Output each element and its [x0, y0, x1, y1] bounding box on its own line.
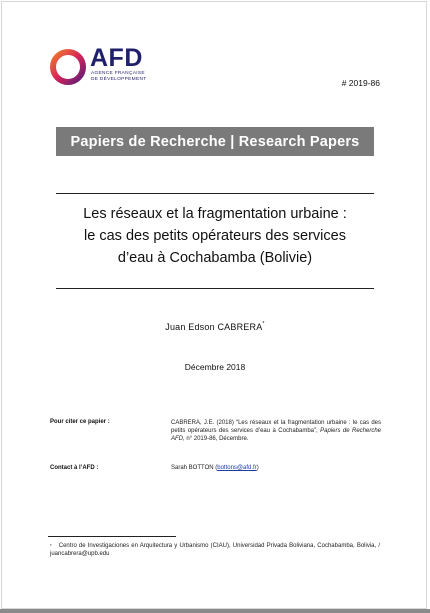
title-rule-top [56, 193, 374, 194]
title-line-3: d’eau à Cochabamba (Bolivie) [117, 250, 313, 266]
logo-subtitle [91, 71, 161, 82]
afd-ring-icon [48, 47, 88, 87]
afd-logo [48, 44, 188, 89]
contact-label: Contact à l’AFD : [50, 465, 99, 471]
title-line-1: Les réseaux et la fragmentation urbaine : [83, 206, 347, 222]
author [0, 322, 430, 332]
title-rule-bottom [56, 288, 374, 289]
series-banner: Papiers de Recherche | Research Papers [56, 127, 374, 156]
citation-text [171, 419, 381, 443]
page-bottom-bar [0, 609, 430, 613]
footnote-rule [48, 536, 176, 537]
citation-issue: n° 2019-86, Décembre. [186, 436, 249, 442]
footnote [50, 542, 380, 558]
footnote-mark: * [50, 543, 52, 548]
contact-name: Sarah BOTTON [171, 465, 214, 471]
title-line-2: le cas des petits opérateurs des services [84, 228, 346, 244]
contact-paren-open: ( [215, 465, 218, 471]
contact-email-link[interactable]: bottons@afd.fr [217, 465, 257, 471]
logo-wordmark: AFD [90, 44, 143, 72]
citation-label: Pour citer ce papier : [50, 419, 110, 425]
citation-main: CABRERA, J.E. (2018) “Les réseaux et la fragmentation urbaine : le cas des petits opérateurs des services d’eau à Cochabamba”, [171, 420, 381, 434]
paper-title [56, 203, 374, 269]
author-footnote-mark: * [262, 321, 265, 327]
footnote-text: Centro de Investigaciones en Arquitectura y Urbanismo (CIAU), Universidad Privada Boliviana, Cochabamba, Bolivia, / juancabrera@upb.edu [50, 543, 380, 557]
contact-paren-close: ) [256, 465, 259, 471]
author-name: Juan Edson CABRERA [165, 322, 263, 332]
page-border [1, 1, 427, 609]
publication-date: Décembre 2018 [184, 362, 246, 372]
logo-subtitle-line1: AGENCE FRANÇAISE [91, 71, 145, 76]
contact-info [171, 465, 259, 471]
logo-subtitle-line2: DE DÉVELOPPEMENT [91, 76, 147, 82]
document-number: # 2019-86 [341, 78, 380, 88]
citation-journal: Papiers de Recherche AFD, [171, 428, 382, 442]
